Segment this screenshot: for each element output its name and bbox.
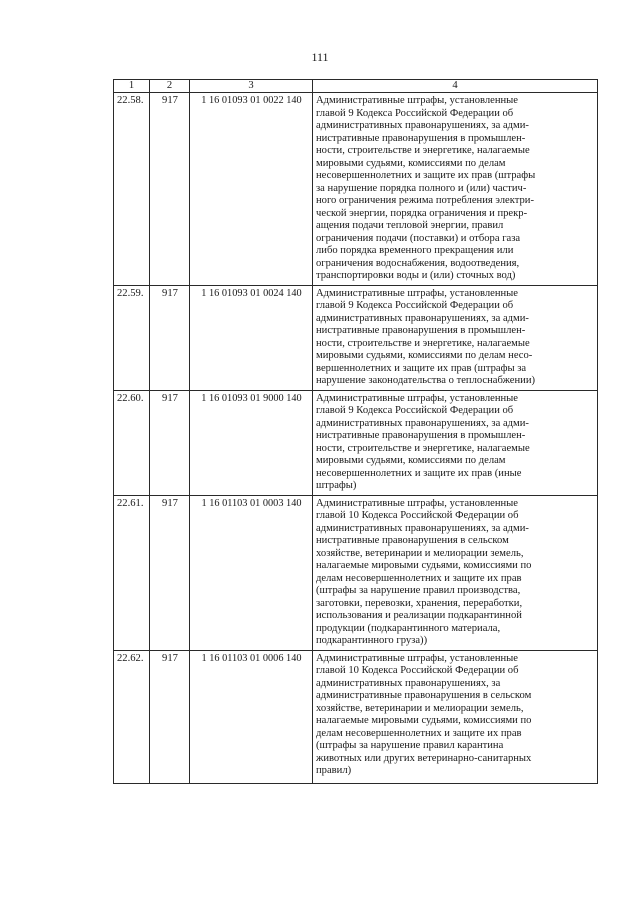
column-header: 4 (313, 80, 598, 93)
budget-classification-code: 1 16 01103 01 0003 140 (190, 495, 313, 650)
revenue-description: Административные штрафы, установленные главой 9 Кодекса Российской Федерации об административных правонарушениях, за адми- нистративные правонарушения в промышлен- ности, строительстве и энергетике, налагаемые мировыми судьями, комиссиями по делам несовершеннолетних и защите их прав (иные штрафы) (313, 390, 598, 495)
revenue-description: Административные штрафы, установленные главой 9 Кодекса Российской Федерации об административных правонарушениях, за адми- нистративные правонарушения в промышлен- ности, строительстве и энергетике, налагаемые мировыми судьями, комиссиями по делам несовершеннолетних и защите их прав (штрафы за нарушение порядка полного и (или) частич- ного ограничения режима потребления электри- ческой энергии, порядка ограничения и прекр- ащения подачи тепловой энергии, правил ограничения подачи (поставки) и отбора газа либо порядка временного прекращения или ограничения водоснабжения, водоотведения, транспортировки воды и (или) сточных вод) (313, 93, 598, 286)
administrator-code: 917 (150, 285, 190, 390)
row-number: 22.58. (114, 93, 150, 286)
administrator-code: 917 (150, 93, 190, 286)
column-header: 3 (190, 80, 313, 93)
table-row (114, 495, 598, 650)
page-number: 111 (311, 50, 329, 64)
column-header: 2 (150, 80, 190, 93)
table-header-row (114, 80, 598, 93)
table-row (114, 650, 598, 783)
revenue-description: Административные штрафы, установленные главой 10 Кодекса Российской Федерации об административных правонарушениях, за адми- нистративные правонарушения в сельском хозяйстве, ветеринарии и мелиорации земель, налагаемые мировыми судьями, комиссиями по делам несовершеннолетних и защите их прав (штрафы за нарушение правил производства, заготовки, перевозки, хранения, переработки, использования и реализации подкарантинной продукции (подкарантинного материала, подкарантинного груза)) (313, 495, 598, 650)
budget-classification-code: 1 16 01093 01 0022 140 (190, 93, 313, 286)
administrator-code: 917 (150, 650, 190, 783)
budget-classification-code: 1 16 01103 01 0006 140 (190, 650, 313, 783)
column-header: 1 (114, 80, 150, 93)
revenue-description: Административные штрафы, установленные главой 9 Кодекса Российской Федерации об административных правонарушениях, за адми- нистративные правонарушения в промышлен- ности, строительстве и энергетике, налагаемые мировыми судьями, комиссиями по делам несо- вершеннолетних и защите их прав (штрафы за нарушение законодательства о теплоснабжении) (313, 285, 598, 390)
administrator-code: 917 (150, 390, 190, 495)
row-number: 22.61. (114, 495, 150, 650)
row-number: 22.62. (114, 650, 150, 783)
budget-codes-table (113, 79, 598, 784)
revenue-description: Административные штрафы, установленные главой 10 Кодекса Российской Федерации об административных правонарушениях, за административные правонарушения в сельском хозяйстве, ветеринарии и мелиорации земель, налагаемые мировыми судьями, комиссиями по делам несовершеннолетних и защите их прав (штрафы за нарушение правил карантина животных или других ветеринарно-санитарных правил) (313, 650, 598, 783)
table-row (114, 93, 598, 286)
administrator-code: 917 (150, 495, 190, 650)
budget-classification-code: 1 16 01093 01 9000 140 (190, 390, 313, 495)
table-row (114, 390, 598, 495)
budget-classification-code: 1 16 01093 01 0024 140 (190, 285, 313, 390)
table-row (114, 285, 598, 390)
row-number: 22.60. (114, 390, 150, 495)
row-number: 22.59. (114, 285, 150, 390)
